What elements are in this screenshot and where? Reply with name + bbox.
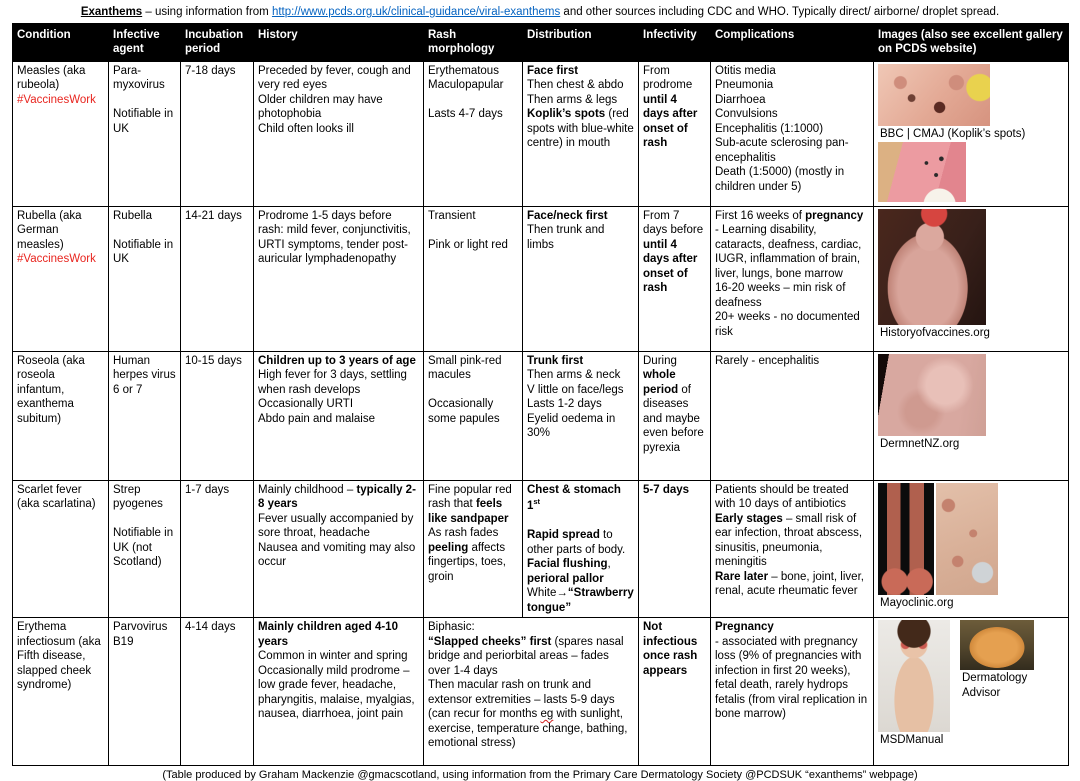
text-line: Abdo pain and malaise (258, 412, 375, 425)
cell-history (254, 351, 424, 480)
text-line: Face first (527, 64, 579, 77)
table-row-roseola (13, 351, 1069, 480)
cell-rash-morphology (424, 480, 523, 617)
text-line: Roseola (aka roseola infantum, exanthema subitum) (17, 354, 85, 425)
cell-rash-morphology (424, 61, 523, 206)
text-line: 5-7 days (643, 483, 690, 496)
text-line: Lasts 4-7 days (428, 108, 503, 121)
photo-fifth-arm (960, 620, 1034, 670)
cell-distribution (523, 206, 639, 351)
text-line: Rarely - encephalitis (715, 354, 820, 367)
col-header-infective-agent: Infective agent (109, 24, 181, 62)
image-credit: Dermatology Advisor (962, 672, 1028, 699)
cell-infective-agent (109, 351, 181, 480)
text-line: Children up to 3 years of age (258, 354, 416, 367)
cell-incubation-period (181, 351, 254, 480)
cell-complications (711, 61, 874, 206)
text-line: 20+ weeks - no documented risk (715, 311, 860, 338)
cell-history (254, 61, 424, 206)
text-line: Common in winter and spring (258, 650, 408, 663)
exanthem-table (12, 23, 1069, 766)
col-header-images: Images (also see excellent gallery on PCDS website) (874, 24, 1069, 62)
col-header-history: History (254, 24, 424, 62)
cell-complications (711, 351, 874, 480)
col-header-rash-morphology: Rash morphology (424, 24, 523, 62)
text-line: Pregnancy (715, 621, 774, 634)
text-line: Eyelid oedema in 30% (527, 412, 616, 440)
text-line: Convulsions (715, 108, 778, 121)
cell-distribution (523, 351, 639, 480)
text-line: During whole period of diseases and maybe even before pyrexia (643, 354, 704, 454)
text-line: Otitis media (715, 64, 776, 77)
text-line: Occasionally URTI (258, 398, 354, 411)
text-line: From 7 days before until 4 days after onset of rash (643, 209, 704, 295)
text-line (428, 93, 518, 107)
text-line: Small pink-red macules (428, 354, 502, 382)
table-credit: (Table produced by Graham Mackenzie @gmacscotland, using information from the Primary Care Dermatology Society @PCDSUK “exanthems” webpage) (162, 769, 918, 781)
cell-history (254, 206, 424, 351)
header-row (13, 24, 1069, 62)
photo-koplik-mouth (878, 142, 966, 202)
text-line: Parvovirus B19 (113, 621, 168, 648)
text-line: 7-18 days (185, 64, 236, 77)
text-line: Then arms & legs (527, 93, 618, 106)
text-line: Rapid spread to other parts of body. (527, 529, 626, 556)
table-row-rubella (13, 206, 1069, 351)
image-credit: Mayoclinic.org (880, 596, 954, 609)
text-line: “Slapped cheeks” first (spares nasal bridge and periorbital areas – fades over 1-4 days (428, 635, 624, 677)
cell-rash-morphology-distribution (424, 618, 639, 766)
figure (878, 620, 950, 748)
text-line: Encephalitis (1:1000) (715, 122, 824, 135)
image-credit: DermnetNZ.org (880, 437, 960, 450)
cell-distribution (523, 61, 639, 206)
text-line: Diarrhoea (715, 93, 766, 106)
photo-roseola-skin (878, 354, 986, 436)
pcds-link[interactable]: http://www.pcds.org.uk/clinical-guidance/viral-exanthems (271, 6, 561, 18)
text-line (428, 223, 518, 237)
text-line: Occasionally mild prodrome – low grade fever, headache, pharyngitis, malaise, myalgias, nausea, diarrhoea, joint pain (258, 664, 415, 721)
col-header-distribution: Distribution (523, 24, 639, 62)
text-line: Child often looks ill (258, 122, 354, 135)
text-line: Rare later – bone, joint, liver, renal, acute rheumatic fever (715, 570, 864, 598)
image-credit: Historyofvaccines.org (880, 326, 990, 339)
text-line: Biphasic: (428, 621, 475, 634)
text-line: Facial flushing, perioral pallor (527, 558, 611, 585)
cell-incubation-period (181, 206, 254, 351)
cell-infectivity (639, 351, 711, 480)
text-line (527, 514, 634, 528)
col-header-incubation-period: Incubation period (181, 24, 254, 62)
text-line: #VaccinesWork (17, 253, 96, 266)
cell-incubation-period (181, 618, 254, 766)
text-line: Then macular rash on trunk and extensor extremities – lasts 5-9 days (428, 679, 615, 706)
cell-condition (13, 61, 109, 206)
text-line: - associated with pregnancy loss (9% of pregnancies with infection in first 20 weeks), fetal death, rarely hydrops fetalis (from viral replication in bone marrow) (715, 635, 868, 721)
cell-condition (13, 480, 109, 617)
col-header-infectivity: Infectivity (639, 24, 711, 62)
text-line: Prodrome 1-5 days before rash: mild fever, conjunctivitis, URTI symptoms, tender post-auricular lymphadenopathy (258, 209, 411, 266)
cell-condition (13, 351, 109, 480)
text-line: Older children may have photophobia (258, 93, 383, 121)
text-line: White→“Strawberry tongue” (527, 587, 634, 614)
text-line: Fine popular red rash that feels like sandpaper (428, 483, 512, 525)
text-line: Face/neck first (527, 209, 608, 222)
text-line: Human herpes virus 6 or 7 (113, 354, 176, 396)
cell-complications (711, 618, 874, 766)
cell-infective-agent (109, 61, 181, 206)
cell-rash-morphology (424, 206, 523, 351)
cell-images (874, 351, 1069, 480)
text-line (428, 383, 518, 397)
text-line: From prodrome until 4 days after onset of rash (643, 64, 698, 150)
cell-complications (711, 480, 874, 617)
photo-measles-baby (878, 64, 990, 126)
text-line: Transient (428, 209, 476, 222)
text-line: (can recur for months eg with sunlight, exercise, temperature change, bathing, emotional stress) (428, 708, 628, 750)
text-line: Then arms & neck (527, 369, 621, 382)
cell-condition (13, 206, 109, 351)
text-line: Then trunk and limbs (527, 224, 605, 251)
cell-images (874, 206, 1069, 351)
text-line: Death (1:5000) (mostly in children under 5) (715, 166, 845, 193)
text-line: Rubella (aka German measles) (17, 209, 82, 251)
text-line: Pink or light red (428, 238, 508, 251)
text-line: Notifiable in UK (not Scotland) (113, 527, 174, 569)
text-line: Patients should be treated with 10 days of antibiotics (715, 483, 849, 511)
text-line: Strep pyogenes (113, 483, 163, 511)
text-line: Preceded by fever, cough and very red eyes (258, 64, 411, 92)
cell-infectivity (639, 480, 711, 617)
table-row-erythema-infectiosum (13, 618, 1069, 766)
photo-scarlet-leg (936, 483, 998, 595)
text-line: 1-7 days (185, 483, 230, 496)
text-line (113, 512, 176, 526)
text-line: 4-14 days (185, 621, 236, 634)
text-line: Occasionally some papules (428, 398, 500, 425)
title-post-link: and other sources including CDC and WHO. Typically direct/ airborne/ droplet spread. (560, 6, 1000, 18)
text-line: As rash fades peeling affects fingertips, toes, groin (428, 527, 506, 583)
text-line: Erythematous Maculopapular (428, 64, 504, 92)
page-title (0, 0, 1080, 23)
photo-row (878, 483, 1064, 595)
text-line: V little on face/legs (527, 383, 624, 396)
figure (960, 620, 1064, 701)
cell-images (874, 618, 1069, 766)
title-lead: Exanthems (80, 6, 143, 18)
text-line: Measles (aka rubeola) (17, 64, 86, 92)
col-header-complications: Complications (711, 24, 874, 62)
cell-infective-agent (109, 480, 181, 617)
exanthem-table-header (13, 24, 1069, 62)
text-line: High fever for 3 days, settling when rash develops (258, 369, 407, 396)
text-line: Nausea and vomiting may also occur (258, 541, 416, 569)
cell-rash-morphology (424, 351, 523, 480)
cell-incubation-period (181, 61, 254, 206)
photo-scarlet-arms (878, 483, 934, 595)
cell-infectivity (639, 618, 711, 766)
table-row-measles (13, 61, 1069, 206)
text-line: Koplik’s spots (red spots with blue-white centre) in mouth (527, 108, 634, 150)
cell-infectivity (639, 206, 711, 351)
image-credit: MSDManual (880, 734, 944, 747)
text-line: Erythema infectiosum (aka Fifth disease, slapped cheek syndrome) (17, 621, 101, 692)
photo-fifth-toddler (878, 620, 950, 732)
cell-images (874, 480, 1069, 617)
text-line: Not infectious once rash appears (643, 621, 698, 677)
text-line: #VaccinesWork (17, 93, 96, 106)
text-line: 16-20 weeks – min risk of deafness (715, 282, 846, 309)
text-line: 14-21 days (185, 209, 242, 222)
text-line (113, 223, 176, 237)
text-line: Para-myxovirus (113, 64, 165, 92)
photo-rubella-child (878, 209, 986, 325)
exanthem-table-body (13, 61, 1069, 765)
text-line: Sub-acute sclerosing pan-encephalitis (715, 137, 849, 164)
text-line: Notifiable in UK (113, 238, 174, 266)
cell-infective-agent (109, 206, 181, 351)
text-line (113, 93, 176, 107)
cell-infectivity (639, 61, 711, 206)
cell-history (254, 618, 424, 766)
cell-history (254, 480, 424, 617)
text-line: Rubella (113, 209, 152, 222)
cell-infective-agent (109, 618, 181, 766)
text-line: Mainly childhood – typically 2-8 years (258, 483, 416, 511)
title-pre-link: – using information from (142, 6, 272, 18)
text-line: Notifiable in UK (113, 108, 174, 135)
cell-incubation-period (181, 480, 254, 617)
text-line: Scarlet fever (aka scarlatina) (17, 483, 96, 511)
text-line: Early stages – small risk of ear infection, throat abscess, sinusitis, pneumonia, meningitis (715, 512, 863, 569)
text-line: Fever usually accompanied by sore throat, headache (258, 512, 414, 540)
text-line: Mainly children aged 4-10 years (258, 621, 398, 648)
text-line: Lasts 1-2 days (527, 398, 602, 411)
text-line: 10-15 days (185, 354, 242, 367)
cell-complications (711, 206, 874, 351)
text-line: Chest & stomach 1st (527, 483, 621, 513)
figure-row (878, 620, 1064, 748)
cell-condition (13, 618, 109, 766)
image-credit: BBC | CMAJ (Koplik’s spots) (880, 127, 1026, 140)
cell-distribution (523, 480, 639, 617)
table-row-scarlet-fever (13, 480, 1069, 617)
text-line: Then chest & abdo (527, 79, 624, 92)
col-header-condition: Condition (13, 24, 109, 62)
text-line: First 16 weeks of pregnancy - Learning disability, cataracts, deafness, cardiac, IUGR, inflammation of brain, liver, lungs, bone marrow (715, 209, 864, 280)
cell-images (874, 61, 1069, 206)
text-line: Pneumonia (715, 79, 774, 92)
text-line: Trunk first (527, 354, 584, 367)
